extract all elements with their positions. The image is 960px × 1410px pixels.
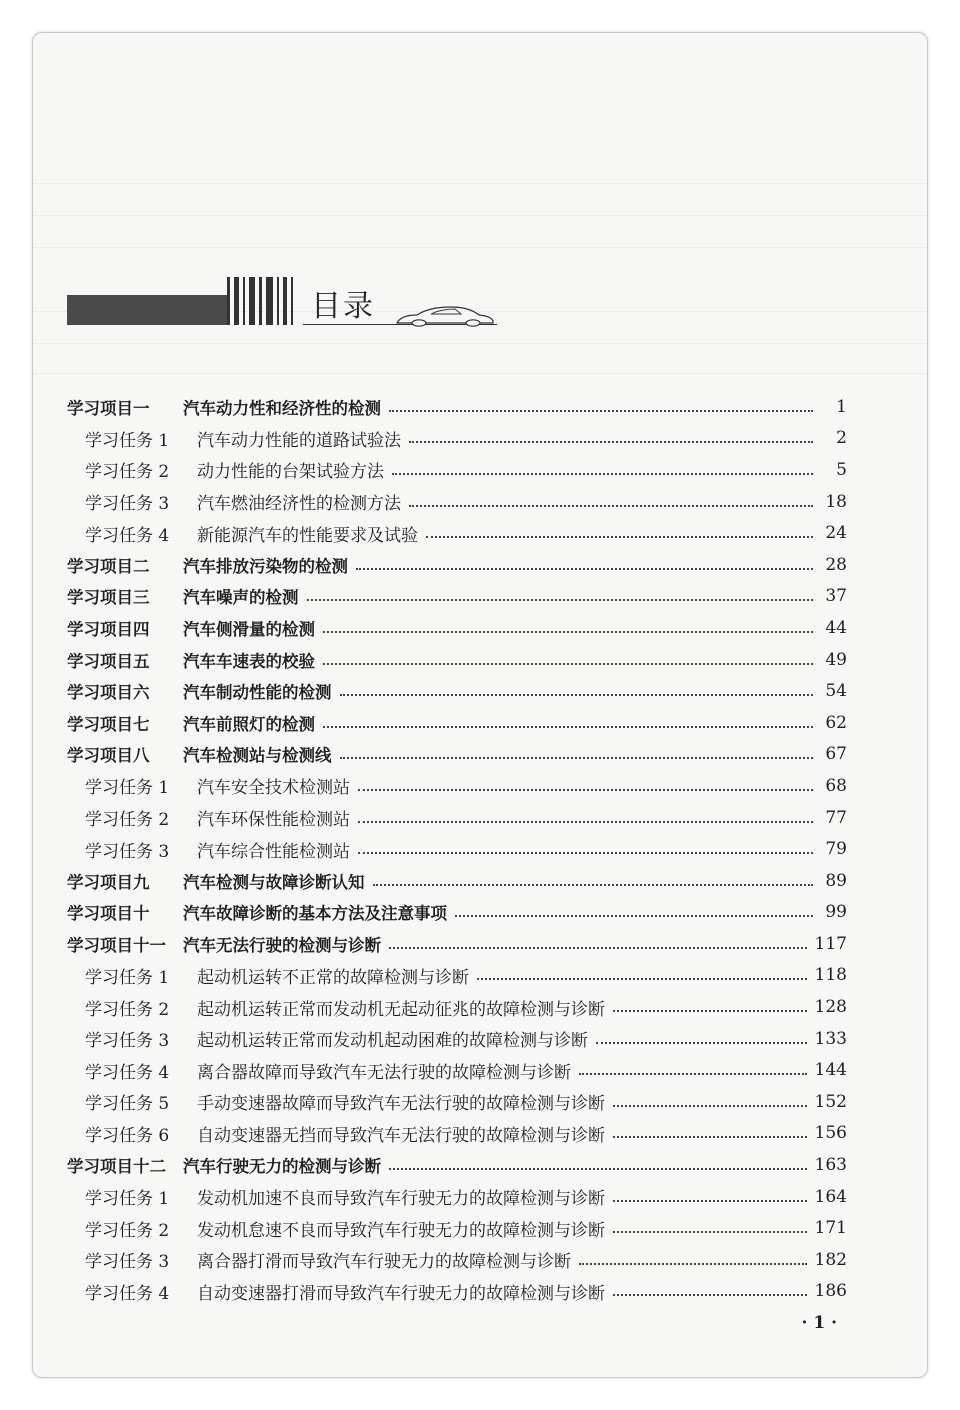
dot-leader — [340, 694, 814, 696]
toc-entry-title: 汽车检测站与检测线 — [183, 746, 332, 766]
toc-task-row — [67, 960, 847, 992]
toc-entry-page: 2 — [836, 428, 847, 449]
toc-entry-title: 手动变速器故障而导致汽车无法行驶的故障检测与诊断 — [197, 1094, 605, 1115]
page-title: 目录 — [311, 289, 375, 324]
toc-entry-label: 学习项目九 — [67, 872, 150, 892]
dot-leader — [356, 568, 813, 570]
toc-entry-title: 起动机运转正常而发动机无起动征兆的故障检测与诊断 — [197, 999, 605, 1020]
toc-entry-title: 动力性能的台架试验方法 — [197, 462, 384, 483]
toc-entry-page: 118 — [814, 965, 847, 986]
toc-entry-label: 学习任务 2 — [85, 999, 170, 1020]
toc-project-row — [67, 897, 847, 929]
toc-project-row — [67, 581, 847, 613]
dot-leader — [392, 473, 813, 475]
toc-entry-title: 离合器故障而导致汽车无法行驶的故障检测与诊断 — [197, 1062, 571, 1083]
bleed-through-line — [33, 247, 927, 266]
toc-entry-title: 发动机加速不良而导致汽车行驶无力的故障检测与诊断 — [197, 1189, 605, 1210]
toc-task-row — [67, 991, 847, 1023]
toc-entry-page: 62 — [825, 712, 847, 733]
bleed-through-line — [33, 343, 927, 362]
toc-task-row — [67, 1054, 847, 1086]
toc-entry-page: 18 — [825, 491, 847, 512]
toc-entry-label: 学习项目五 — [67, 651, 150, 671]
toc-entry-label: 学习任务 2 — [85, 1220, 170, 1241]
page-number: · 1 · — [801, 1313, 837, 1333]
dot-leader — [613, 1105, 807, 1107]
toc-task-row — [67, 1212, 847, 1244]
toc-entry-title: 汽车侧滑量的检测 — [183, 619, 315, 639]
toc-entry-label: 学习任务 3 — [85, 1031, 170, 1052]
toc-entry-label: 学习项目二 — [67, 556, 150, 576]
dot-leader — [389, 947, 807, 949]
dot-leader — [340, 757, 814, 759]
toc-project-row — [67, 612, 847, 644]
toc-entry-label: 学习任务 1 — [85, 967, 170, 988]
dot-leader — [409, 441, 813, 443]
dot-leader — [358, 852, 813, 854]
dot-leader — [389, 1168, 807, 1170]
toc-entry-label: 学习任务 5 — [85, 1094, 170, 1115]
toc-entry-page: 5 — [836, 459, 847, 480]
toc-task-row — [67, 1276, 847, 1308]
toc-entry-page: 156 — [814, 1123, 847, 1144]
toc-entry-title: 自动变速器打滑而导致汽车行驶无力的故障检测与诊断 — [197, 1283, 605, 1304]
toc-entry-label: 学习项目三 — [67, 588, 150, 608]
toc-entry-title: 汽车动力性能的道路试验法 — [197, 430, 401, 451]
toc-entry-page: 182 — [814, 1249, 847, 1270]
dot-leader — [358, 789, 813, 791]
toc-entry-label: 学习任务 1 — [85, 778, 170, 799]
bleed-through-line — [33, 373, 927, 392]
car-icon — [395, 305, 495, 327]
dot-leader — [579, 1263, 807, 1265]
toc-entry-label: 学习项目十 — [67, 904, 150, 924]
bleed-through-line — [33, 215, 927, 234]
toc-entry-title: 起动机运转正常而发动机起动困难的故障检测与诊断 — [197, 1031, 588, 1052]
toc-task-row — [67, 1023, 847, 1055]
toc-task-row — [67, 1086, 847, 1118]
dot-leader — [358, 821, 813, 823]
toc-project-row — [67, 549, 847, 581]
dot-leader — [323, 631, 813, 633]
toc-entry-label: 学习任务 3 — [85, 841, 170, 862]
toc-task-row — [67, 423, 847, 455]
toc-project-row — [67, 865, 847, 897]
toc-task-row — [67, 1118, 847, 1150]
toc-entry-page: 117 — [814, 933, 847, 954]
toc-project-row — [67, 739, 847, 771]
book-page — [32, 32, 928, 1378]
toc-entry-page: 44 — [825, 617, 847, 638]
toc-entry-label: 学习项目六 — [67, 683, 150, 703]
toc-task-row — [67, 486, 847, 518]
toc-entry-label: 学习任务 1 — [85, 430, 170, 451]
toc-entry-page: 49 — [825, 649, 847, 670]
toc-entry-title: 汽车综合性能检测站 — [197, 841, 350, 862]
bleed-through-line — [33, 183, 927, 202]
toc-entry-label: 学习任务 1 — [85, 1189, 170, 1210]
dot-leader — [373, 884, 814, 886]
toc-entry-title: 汽车行驶无力的检测与诊断 — [183, 1157, 381, 1177]
toc-entry-label: 学习项目一 — [67, 398, 150, 418]
toc-task-row — [67, 517, 847, 549]
toc-entry-label: 学习项目十二 — [67, 1157, 166, 1177]
toc-project-row — [67, 1149, 847, 1181]
toc-entry-label: 学习项目八 — [67, 746, 150, 766]
toc-entry-page: 89 — [825, 870, 847, 891]
toc-entry-page: 171 — [814, 1218, 847, 1239]
toc-entry-label: 学习任务 4 — [85, 1062, 170, 1083]
toc-entry-label: 学习任务 2 — [85, 462, 170, 483]
toc-entry-title: 汽车无法行驶的检测与诊断 — [183, 935, 381, 955]
toc-entry-title: 汽车噪声的检测 — [183, 588, 299, 608]
toc-entry-page: 186 — [814, 1281, 847, 1302]
toc-project-row — [67, 644, 847, 676]
toc-entry-page: 24 — [825, 523, 847, 544]
header-dark-bar — [67, 295, 227, 325]
toc-entry-title: 汽车故障诊断的基本方法及注意事项 — [183, 904, 447, 924]
dot-leader — [307, 599, 814, 601]
toc-entry-title: 汽车制动性能的检测 — [183, 683, 332, 703]
toc-header — [67, 277, 497, 327]
toc-project-row — [67, 391, 847, 423]
toc-entry-label: 学习任务 3 — [85, 1252, 170, 1273]
toc-entry-page: 133 — [814, 1028, 847, 1049]
dot-leader — [455, 915, 813, 917]
dot-leader — [596, 1042, 807, 1044]
toc-entry-label: 学习任务 6 — [85, 1125, 170, 1146]
toc-entry-page: 54 — [825, 681, 847, 702]
toc-entry-label: 学习任务 3 — [85, 494, 170, 515]
dot-leader — [477, 978, 807, 980]
toc-entry-page: 79 — [825, 839, 847, 860]
toc-entry-title: 汽车动力性和经济性的检测 — [183, 398, 381, 418]
toc-entry-label: 学习任务 2 — [85, 810, 170, 831]
toc-entry-page: 99 — [825, 902, 847, 923]
dot-leader — [389, 410, 813, 412]
toc-entry-title: 自动变速器无挡而导致汽车无法行驶的故障检测与诊断 — [197, 1125, 605, 1146]
toc-entry-title: 汽车安全技术检测站 — [197, 778, 350, 799]
toc-entry-page: 144 — [814, 1060, 847, 1081]
toc-task-row — [67, 1244, 847, 1276]
toc-entry-label: 学习任务 4 — [85, 525, 170, 546]
toc-entry-title: 离合器打滑而导致汽车行驶无力的故障检测与诊断 — [197, 1252, 571, 1273]
toc-entry-title: 新能源汽车的性能要求及试验 — [197, 525, 418, 546]
toc-entry-page: 67 — [825, 744, 847, 765]
toc-entry-title: 汽车环保性能检测站 — [197, 810, 350, 831]
toc-entry-title: 汽车排放污染物的检测 — [183, 556, 348, 576]
toc-entry-title: 发动机怠速不良而导致汽车行驶无力的故障检测与诊断 — [197, 1220, 605, 1241]
toc-entry-page: 152 — [814, 1091, 847, 1112]
toc-entry-label: 学习项目十一 — [67, 935, 166, 955]
toc-entry-page: 77 — [825, 807, 847, 828]
toc-entry-label: 学习项目四 — [67, 619, 150, 639]
toc-project-row — [67, 675, 847, 707]
dot-leader — [613, 1231, 807, 1233]
toc-task-row — [67, 1181, 847, 1213]
toc-entry-page: 68 — [825, 775, 847, 796]
toc-entry-title: 汽车燃油经济性的检测方法 — [197, 494, 401, 515]
dot-leader — [579, 1073, 807, 1075]
toc-project-row — [67, 707, 847, 739]
dot-leader — [426, 536, 813, 538]
toc-entry-label: 学习项目七 — [67, 714, 150, 734]
toc-entry-title: 起动机运转不正常的故障检测与诊断 — [197, 967, 469, 988]
dot-leader — [613, 1200, 807, 1202]
toc-entry-page: 163 — [814, 1155, 847, 1176]
toc-entry-page: 37 — [825, 586, 847, 607]
dot-leader — [613, 1136, 807, 1138]
toc-entry-page: 28 — [825, 554, 847, 575]
dot-leader — [323, 663, 813, 665]
toc-entry-title: 汽车检测与故障诊断认知 — [183, 872, 365, 892]
toc-entry-title: 汽车车速表的校验 — [183, 651, 315, 671]
table-of-contents — [67, 391, 847, 1307]
toc-entry-page: 164 — [814, 1186, 847, 1207]
toc-entry-page: 1 — [836, 396, 847, 417]
dot-leader — [613, 1294, 807, 1296]
toc-task-row — [67, 770, 847, 802]
header-stripes — [227, 277, 303, 325]
dot-leader — [409, 505, 813, 507]
toc-entry-title: 汽车前照灯的检测 — [183, 714, 315, 734]
toc-task-row — [67, 802, 847, 834]
toc-task-row — [67, 454, 847, 486]
toc-project-row — [67, 928, 847, 960]
dot-leader — [323, 726, 813, 728]
toc-entry-page: 128 — [814, 997, 847, 1018]
toc-entry-label: 学习任务 4 — [85, 1283, 170, 1304]
dot-leader — [613, 1010, 807, 1012]
toc-task-row — [67, 833, 847, 865]
